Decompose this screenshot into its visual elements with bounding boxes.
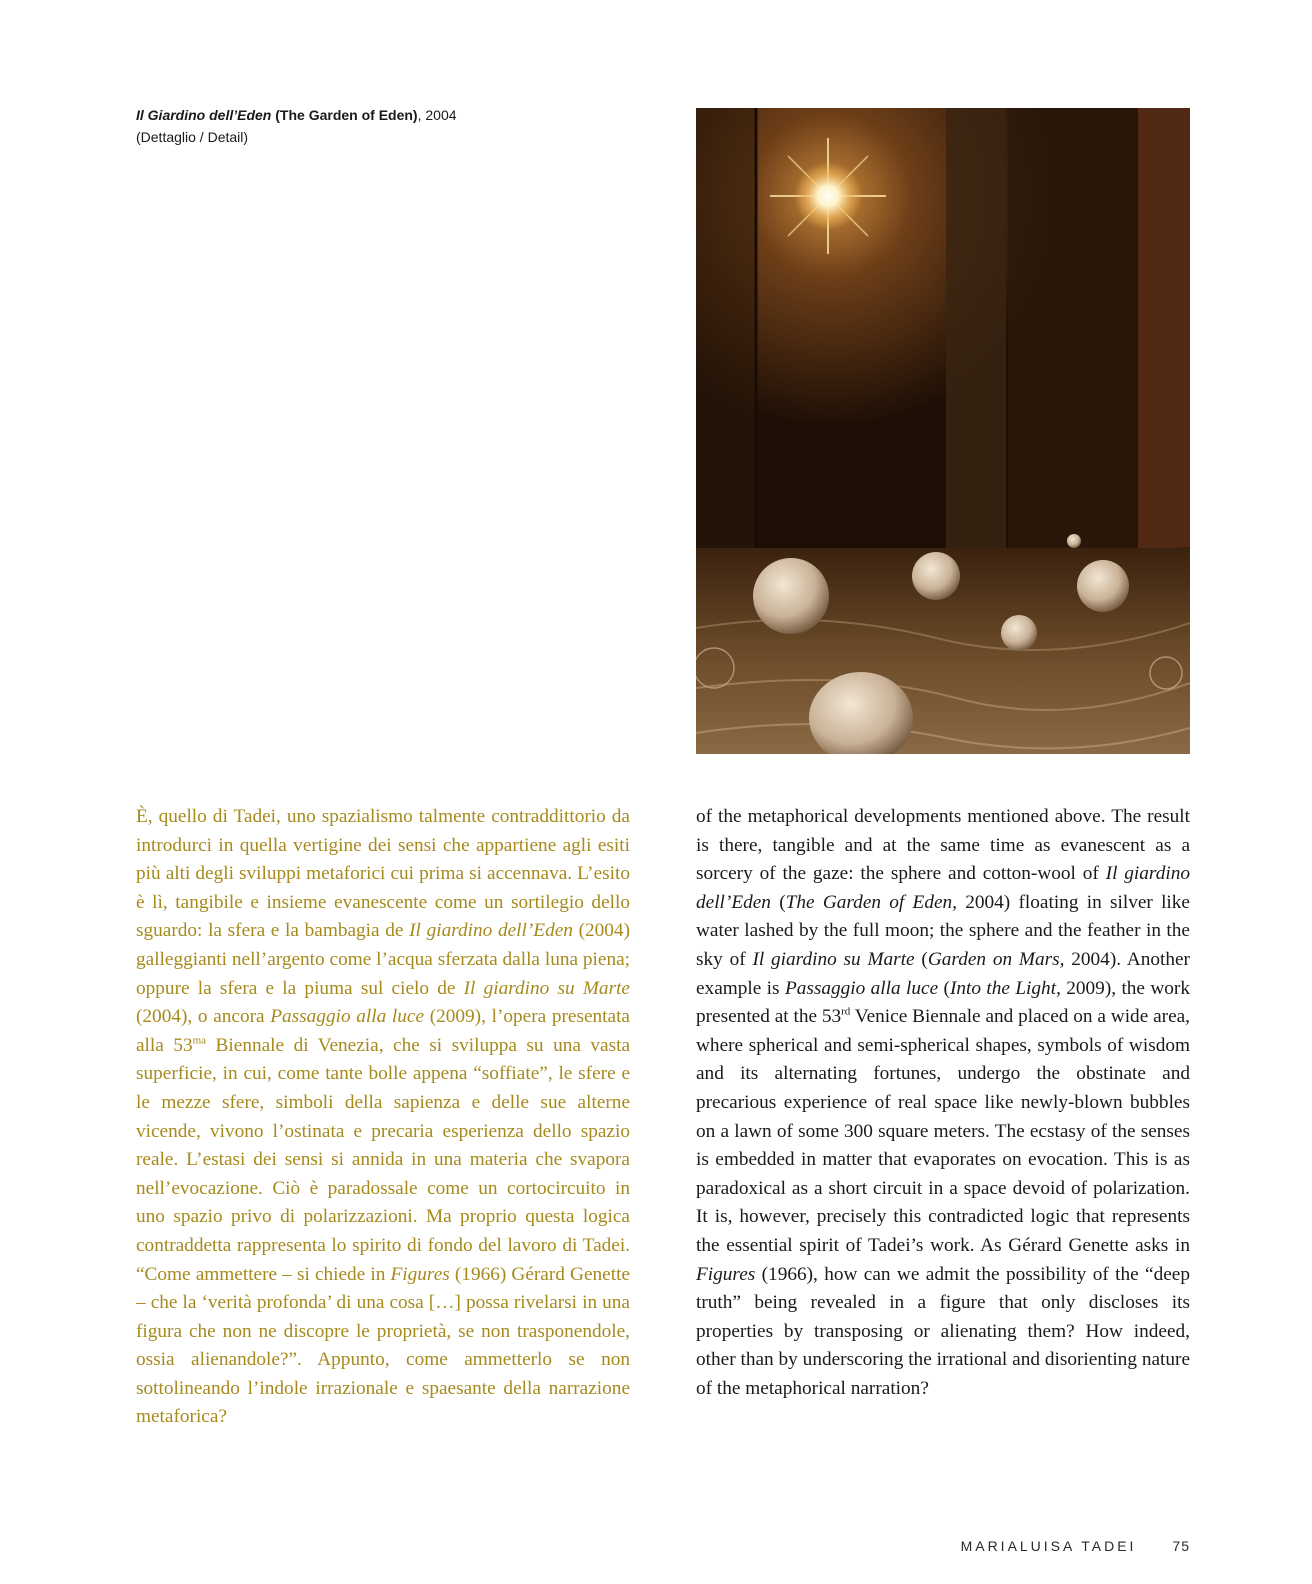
text-segment: Venice Biennale and placed on a wide area, where spherical and semi-spherical shapes, symbols of wisdom and its alternating fortunes, undergo the obstinate and precarious experience of real space like newly-blown bubbles on a lawn of some 300 square meters. The ecstasy of the senses is embedded in matter that evaporates on evocation. This is as paradoxical as a short circuit in a space devoid of polarization. It is, however, precisely this contradicted logic that represents the essential spirit of Tadei’s work. As Gérard Genette asks in: [696, 1006, 1191, 1256]
caption-year: , 2004: [417, 107, 457, 123]
artwork-title: The Garden of Eden,: [785, 891, 957, 913]
book-title: Figures: [390, 1263, 450, 1285]
english-text-column: [696, 803, 1190, 1403]
page-number: 75: [1172, 1538, 1190, 1554]
text-segment: 2004). Another example is: [696, 948, 1190, 999]
text-segment: (1966) Gérard Genette – che la ‘verità profonda’ di una cosa […] possa rivelarsi in una figura che non ne discopre le proprietà, se non trasponendole, ossia alienandole?”. Appunto, come ammetterlo se non sottolineando l’indole irrazionale e spaesante della narrazione metaforica?: [136, 1263, 630, 1428]
ordinal-superscript: ma: [192, 1034, 207, 1047]
text-segment: È, quello di Tadei, uno spazialismo talmente contraddittorio da introdurci in quella vertigine dei sensi che appartiene agli esiti più alti degli sviluppi metaforici cui prima si accennava. L’esito è lì, tangibile e insieme evanescente come un sortilegio dello sguardo: la sfera e la bambagia de: [136, 806, 630, 942]
artwork-title: Il giardino su Marte: [752, 948, 915, 970]
text-segment: (2009), l’opera presentata alla 53: [136, 1006, 630, 1056]
artwork-photo: [696, 108, 1190, 754]
caption-detail: (Dettaglio / Detail): [136, 129, 249, 145]
artwork-title: Into the Light: [949, 977, 1057, 999]
artwork-title: Garden on Mars,: [927, 948, 1065, 970]
text-segment: of the metaphorical developments mentioned above. The result is there, tangible and at the same time as evanescent as a sorcery of the gaze: the sphere and cotton-wool of: [696, 806, 1190, 885]
text-segment: (2004) galleggianti nell’argento come l’acqua sferzata dalla luna piena; oppure la sfera e la piuma sul cielo de: [136, 920, 630, 999]
caption-title-english: (The Garden of Eden): [275, 107, 418, 123]
text-segment: (: [914, 948, 928, 970]
text-segment: 2004) floating in silver like water lashed by the full moon; the sphere and the feather in the sky of: [696, 891, 1190, 970]
caption-title-line: [136, 104, 596, 126]
ordinal-superscript: rd: [841, 1005, 851, 1018]
artwork-title: Il giardino su Marte: [463, 977, 630, 999]
italian-paragraph: [136, 803, 630, 1432]
figure-caption: [136, 104, 596, 148]
english-paragraph: [696, 803, 1190, 1403]
text-segment: Biennale di Venezia, che si sviluppa su una vasta superficie, in cui, come tante bolle appena “soffiate”, le sfere e le mezze sfere, simboli della sapienza e delle sue alterne vicende, vivono l’ostinata e precaria esperienza dello spazio reale. L’estasi dei sensi si annida in una materia che svapora nell’evocazione. Ciò è paradossale come un cortocircuito in uno spazio privo di polarizzazioni. Ma proprio questa logica contraddetta rappresenta lo spirito di fondo del lavoro di Tadei. “Come ammettere – si chiede in: [136, 1034, 631, 1285]
artwork-title: Passaggio alla luce: [784, 977, 939, 999]
text-segment: (2004), o ancora: [136, 1006, 271, 1028]
running-author: MARIALUISA TADEI: [960, 1538, 1137, 1554]
text-segment: (: [770, 891, 786, 913]
text-segment: (: [938, 977, 950, 999]
book-title: Figures: [696, 1263, 756, 1285]
text-segment: (1966), how can we admit the possibility of the “deep truth” being revealed in a figure that only discloses its properties by transposing or alienating them? How indeed, other than by underscoring the irrational and disorienting nature of the metaphorical narration?: [696, 1263, 1190, 1399]
caption-title-italian: Il Giardino dell’Eden: [136, 107, 272, 123]
text-segment: , 2009), the work presented at the 53: [696, 977, 1190, 1028]
artwork-title: Il giardino dell’Eden: [696, 863, 1190, 913]
artwork-title: Passaggio alla luce: [270, 1006, 425, 1028]
italian-text-column: [136, 803, 630, 1432]
artwork-title: Il giardino dell’Eden: [409, 920, 573, 942]
page-footer: [961, 1538, 1190, 1554]
